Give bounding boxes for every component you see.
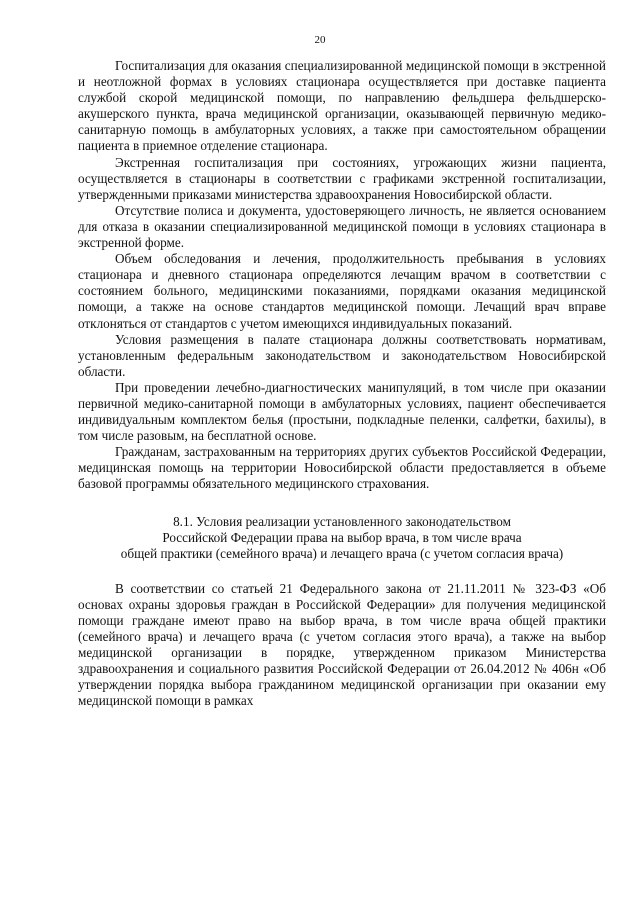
body-text xyxy=(78,58,606,710)
paragraph-hospitalization: Госпитализация для оказания специализированной медицинской помощи в экстренной и неотложной формах в условиях стационара осуществляется при доставке пациента службой скорой медицинской помощи, по направлению фельдшера фельдшерско-акушерского пункта, врача медицинской организации, оказывающей первичную медико-санитарную помощь в амбулаторных условиях, а также при самостоятельном обращении пациента в приемное отделение стационара. xyxy=(78,58,606,154)
paragraph-missing-policy: Отсутствие полиса и документа, удостоверяющего личность, не является основанием для отказа в оказании специализированной медицинской помощи в условиях стационара в экстренной форме. xyxy=(78,202,606,251)
paragraph-ward-conditions: Условия размещения в палате стационара должны соответствовать нормативам, установленным федеральным законодательством и законодательством Новосибирской области. xyxy=(78,331,606,379)
section-heading-8-1 xyxy=(78,514,606,562)
paragraph-linen-kit: При проведении лечебно-диагностических манипуляций, в том числе при оказании первичной медико-санитарной помощи в амбулаторных условиях, пациент обеспечивается индивидуальным комплектом белья (простыни, подкладные пеленки, салфетки, бахилы), в том числе разовым, на бесплатной основе. xyxy=(78,379,606,444)
paragraph-emergency-hospitalization: Экстренная госпитализация при состояниях, угрожающих жизни пациента, осуществляется в стационары в соответствии с графиками экстренной госпитализации, утвержденными приказами министерства здравоохранения Новосибирской области. xyxy=(78,154,606,202)
heading-line: Российской Федерации права на выбор врача, в том числе врача xyxy=(162,529,522,545)
heading-line: 8.1. Условия реализации установленного законодательством xyxy=(173,513,511,529)
paragraph-doctor-choice: В соответствии со статьей 21 Федерального закона от 21.11.2011 № 323-ФЗ «Об основах охраны здоровья граждан в Российской Федерации» для получения медицинской помощи граждане имеют право на выбор врача, в том числе врача общей практики (семейного врача) и лечащего врача (с учетом согласия этого врача), а также на выбор медицинской организации в порядке, утвержденном приказом Министерства здравоохранения и социального развития Российской Федерации от 26.04.2012 № 406н «Об утверждении порядка выбора гражданином медицинской организации при оказании ему медицинской помощи в рамках xyxy=(78,580,606,709)
page-number: 20 xyxy=(314,34,326,46)
heading-line: общей практики (семейного врача) и лечащего врача (с учетом согласия врача) xyxy=(120,545,564,561)
paragraph-other-regions: Гражданам, застрахованным на территориях других субъектов Российской Федерации, медицинская помощь на территории Новосибирской области предоставляется в объеме базовой программы обязательного медицинского страхования. xyxy=(78,444,606,492)
paragraph-treatment-scope: Объем обследования и лечения, продолжительность пребывания в условиях стационара и дневного стационара определяются лечащим врачом в соответствии с состоянием больного, медицинскими показаниями, порядками оказания медицинской помощи, а также на основе стандартов медицинской помощи. Лечащий врач вправе отклоняться от стандартов с учетом имеющихся индивидуальных показаний. xyxy=(78,251,606,331)
